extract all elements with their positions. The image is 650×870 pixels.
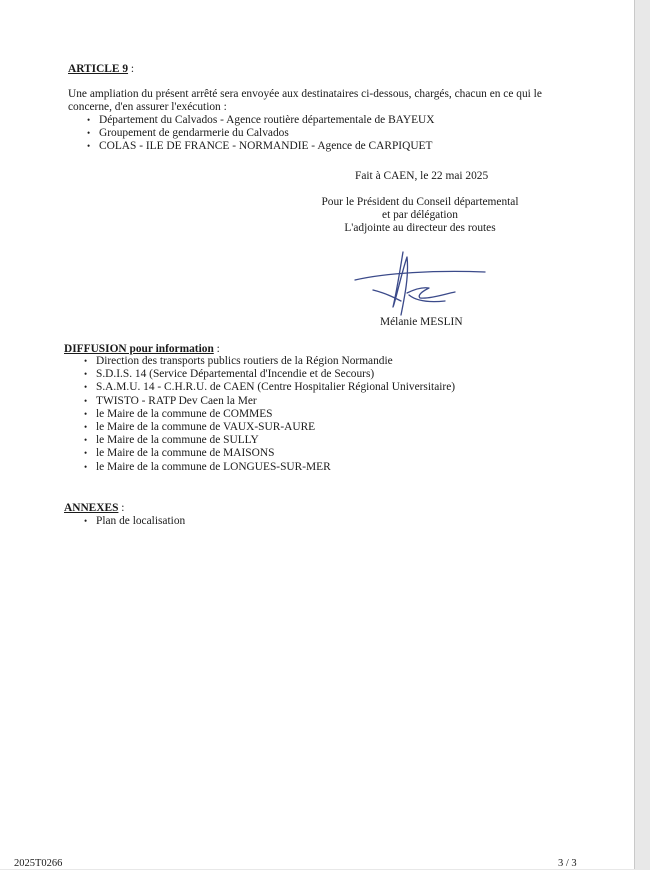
- list-item: • TWISTO - RATP Dev Caen la Mer: [84, 395, 455, 408]
- signer-name: Mélanie MESLIN: [380, 316, 463, 328]
- diffusion-heading-suffix: :: [213, 343, 220, 355]
- signature-line-1: Pour le Président du Conseil départemental: [321, 196, 519, 208]
- diffusion-list: [84, 355, 455, 474]
- list-item: • Direction des transports publics routiers de la Région Normandie: [84, 355, 455, 368]
- place-date: Fait à CAEN, le 22 mai 2025: [355, 170, 489, 182]
- list-item: • le Maire de la commune de COMMES: [84, 408, 455, 421]
- list-item: • le Maire de la commune de LONGUES-SUR-MER: [84, 461, 455, 474]
- article-heading-suffix: :: [128, 63, 135, 75]
- list-item: • le Maire de la commune de VAUX-SUR-AURE: [84, 421, 455, 434]
- annexes-heading: [64, 502, 124, 515]
- annexes-list: [84, 515, 185, 528]
- signature-line-2: et par délégation: [382, 209, 458, 221]
- article-heading: [68, 63, 134, 76]
- annexes-heading-suffix: :: [118, 502, 125, 514]
- list-item: • COLAS - ILE DE FRANCE - NORMANDIE - Agence de CARPIQUET: [87, 140, 434, 153]
- list-item: • le Maire de la commune de MAISONS: [84, 447, 455, 460]
- diffusion-heading-title: DIFFUSION pour information: [64, 343, 214, 355]
- list-item: • le Maire de la commune de SULLY: [84, 434, 455, 447]
- list-item: • Plan de localisation: [84, 515, 185, 528]
- signature-line-3: L'adjointe au directeur des routes: [344, 222, 496, 234]
- document-reference: 2025T0266: [14, 858, 63, 869]
- recipient-list: [87, 114, 434, 154]
- annexes-heading-title: ANNEXES: [64, 502, 119, 514]
- list-item: • Groupement de gendarmerie du Calvados: [87, 127, 434, 140]
- list-item: • S.A.M.U. 14 - C.H.R.U. de CAEN (Centre Hospitalier Régional Universitaire): [84, 381, 455, 394]
- list-item: • S.D.I.S. 14 (Service Départemental d'Incendie et de Secours): [84, 368, 455, 381]
- article-intro-line-1: Une ampliation du présent arrêté sera envoyée aux destinataires ci-dessous, chargés, chacun en ce qui le: [68, 88, 542, 100]
- page-number: 3 / 3: [558, 858, 577, 869]
- article-intro-line-2: concerne, d'en assurer l'exécution :: [68, 101, 227, 113]
- article-heading-title: ARTICLE 9: [68, 63, 129, 75]
- list-item: • Département du Calvados - Agence routière départementale de BAYEUX: [87, 114, 434, 127]
